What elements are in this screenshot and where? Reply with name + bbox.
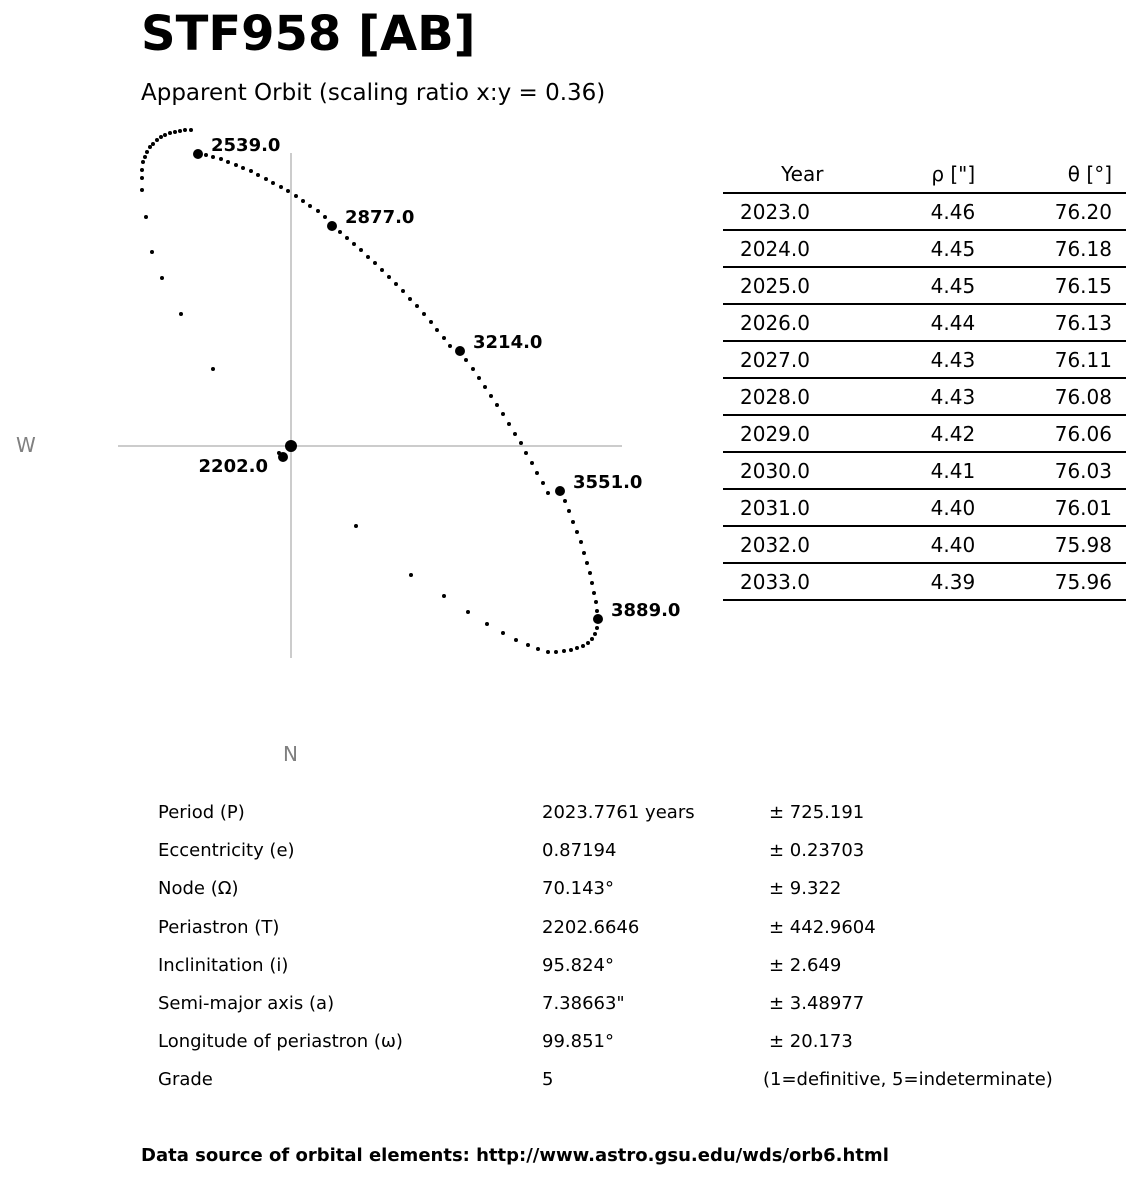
orbit-point: [464, 358, 468, 362]
header-theta: θ [°]: [997, 155, 1126, 193]
chart-title: STF958 [AB]: [141, 6, 476, 62]
orbit-point: [145, 150, 149, 154]
orbit-point: [387, 275, 391, 279]
orbit-point: [535, 471, 539, 475]
orbit-point: [394, 282, 398, 286]
orbit-point: [588, 571, 592, 575]
west-axis-label: W: [16, 433, 36, 457]
orbit-point: [582, 551, 586, 555]
orbit-point: [256, 173, 260, 177]
cell-rho: 4.43: [876, 341, 998, 378]
orbit-point: [140, 176, 144, 180]
element-row: [0, 878, 1141, 916]
orbit-point: [530, 461, 534, 465]
cell-theta: 76.08: [997, 378, 1126, 415]
element-error: ± 0.23703: [769, 840, 865, 862]
element-row: [0, 840, 1141, 878]
orbit-point: [366, 255, 370, 259]
cell-rho: 4.44: [876, 304, 998, 341]
element-name: Longitude of periastron (ω): [158, 1031, 403, 1053]
cell-year: 2026.0: [723, 304, 876, 341]
element-value: 95.824°: [542, 954, 614, 976]
element-error: (1=definitive, 5=indeterminate): [763, 1069, 1053, 1091]
epoch-marker: [593, 614, 603, 624]
orbit-point: [143, 155, 147, 159]
orbit-point: [279, 185, 283, 189]
cell-theta: 76.15: [997, 267, 1126, 304]
orbit-point: [144, 215, 148, 219]
orbit-point: [563, 499, 567, 503]
cell-year: 2031.0: [723, 489, 876, 526]
orbit-plot: [0, 0, 700, 700]
element-value: 7.38663": [542, 993, 625, 1014]
table-row: [723, 526, 1126, 563]
table-row: [723, 415, 1126, 452]
element-error: ± 442.9604: [769, 916, 876, 938]
orbit-point: [308, 204, 312, 208]
orbit-point: [519, 441, 523, 445]
orbit-point: [554, 650, 558, 654]
epoch-marker: [555, 486, 565, 496]
orbit-point: [226, 160, 230, 164]
orbit-point: [155, 138, 159, 142]
orbit-point: [501, 412, 505, 416]
cell-year: 2029.0: [723, 415, 876, 452]
cell-year: 2033.0: [723, 563, 876, 600]
orbit-point: [163, 133, 167, 137]
table-row: [723, 304, 1126, 341]
element-row: [0, 917, 1141, 955]
orbit-point: [483, 385, 487, 389]
element-value: 70.143°: [542, 878, 614, 900]
element-error: ± 725.191: [769, 802, 865, 823]
orbit-point: [401, 289, 405, 293]
orbit-point: [567, 509, 571, 513]
orbit-point: [241, 166, 245, 170]
orbit-point: [286, 189, 290, 193]
orbit-point: [575, 646, 579, 650]
cell-year: 2028.0: [723, 378, 876, 415]
cell-rho: 4.45: [876, 230, 998, 267]
orbit-point: [593, 632, 597, 636]
orbit-point: [594, 600, 598, 604]
table-row: [723, 489, 1126, 526]
cell-rho: 4.46: [876, 193, 998, 230]
orbit-point: [264, 177, 268, 181]
data-source-note: Data source of orbital elements: http://www.astro.gsu.edu/wds/orb6.html: [141, 1145, 889, 1166]
orbit-point: [442, 594, 446, 598]
epoch-label: 3551.0: [573, 472, 643, 493]
element-value: 5: [542, 1069, 554, 1091]
orbit-point: [338, 230, 342, 234]
element-row: [0, 802, 1141, 840]
cell-rho: 4.45: [876, 267, 998, 304]
orbit-point: [590, 581, 594, 585]
orbit-point: [380, 268, 384, 272]
orbit-point: [586, 641, 590, 645]
element-name: Grade: [158, 1069, 213, 1091]
orbit-point: [448, 344, 452, 348]
cell-year: 2030.0: [723, 452, 876, 489]
orbit-point: [575, 530, 579, 534]
element-error: ± 2.649: [769, 954, 842, 976]
orbit-point: [581, 644, 585, 648]
orbit-point: [373, 261, 377, 265]
header-rho: ρ ["]: [876, 155, 998, 193]
orbit-point: [140, 168, 144, 172]
orbit-point: [140, 188, 144, 192]
orbit-point: [526, 643, 530, 647]
orbit-point: [429, 320, 433, 324]
orbit-point: [352, 242, 356, 246]
table-row: [723, 452, 1126, 489]
orbit-point: [301, 199, 305, 203]
orbit-point: [495, 403, 499, 407]
orbit-point: [501, 631, 505, 635]
orbit-point: [435, 328, 439, 332]
orbit-point: [179, 312, 183, 316]
orbit-point: [546, 650, 550, 654]
element-error: ± 9.322: [769, 878, 842, 900]
orbit-point: [249, 169, 253, 173]
orbit-point: [141, 160, 145, 164]
orbit-point: [595, 609, 599, 613]
element-row: [0, 1031, 1141, 1069]
orbit-point: [159, 135, 163, 139]
orbit-point: [271, 181, 275, 185]
ephemeris-table: [723, 155, 1126, 601]
cell-year: 2024.0: [723, 230, 876, 267]
epoch-label: 2877.0: [345, 207, 415, 228]
cell-rho: 4.40: [876, 489, 998, 526]
orbit-point: [151, 142, 155, 146]
orbit-point: [442, 336, 446, 340]
orbit-point: [204, 153, 208, 157]
cell-theta: 75.96: [997, 563, 1126, 600]
orbit-point: [507, 422, 511, 426]
orbit-point: [178, 129, 182, 133]
orbit-point: [541, 481, 545, 485]
orbit-point: [160, 276, 164, 280]
element-value: 2023.7761 years: [542, 802, 695, 823]
orbit-point: [562, 649, 566, 653]
table-row: [723, 378, 1126, 415]
epoch-label: 2539.0: [211, 135, 281, 156]
orbit-point: [409, 573, 413, 577]
element-value: 0.87194: [542, 840, 617, 862]
orbit-point: [316, 209, 320, 213]
element-name: Node (Ω): [158, 878, 239, 900]
orbit-point: [422, 312, 426, 316]
epoch-label: 3214.0: [473, 332, 543, 353]
orbit-point: [294, 194, 298, 198]
orbit-point: [524, 451, 528, 455]
epoch-marker: [193, 149, 203, 159]
cell-rho: 4.41: [876, 452, 998, 489]
cell-theta: 76.11: [997, 341, 1126, 378]
header-year: Year: [723, 155, 876, 193]
orbit-point: [513, 432, 517, 436]
orbit-point: [354, 524, 358, 528]
cell-rho: 4.43: [876, 378, 998, 415]
cell-rho: 4.40: [876, 526, 998, 563]
table-row: [723, 230, 1126, 267]
epoch-label: 3889.0: [611, 600, 681, 621]
element-value: 99.851°: [542, 1031, 614, 1053]
orbit-point: [466, 610, 470, 614]
primary-star: [285, 440, 297, 452]
orbit-point: [477, 376, 481, 380]
orbit-point: [168, 131, 172, 135]
table-row: [723, 267, 1126, 304]
element-row: [0, 993, 1141, 1031]
element-name: Eccentricity (e): [158, 840, 295, 862]
element-name: Semi-major axis (a): [158, 993, 335, 1014]
element-name: Inclinitation (i): [158, 954, 289, 976]
epoch-marker: [455, 346, 465, 356]
orbit-point: [514, 638, 518, 642]
orbit-point: [585, 561, 589, 565]
table-row: [723, 193, 1126, 230]
orbit-point: [173, 130, 177, 134]
cell-year: 2025.0: [723, 267, 876, 304]
cell-theta: 76.18: [997, 230, 1126, 267]
cell-year: 2027.0: [723, 341, 876, 378]
orbit-point: [569, 648, 573, 652]
cell-theta: 76.13: [997, 304, 1126, 341]
orbit-point: [189, 128, 193, 132]
orbit-point: [211, 367, 215, 371]
orbit-point: [471, 367, 475, 371]
table-row: [723, 341, 1126, 378]
cell-theta: 76.20: [997, 193, 1126, 230]
orbit-point: [485, 622, 489, 626]
orbit-point: [595, 626, 599, 630]
cell-year: 2032.0: [723, 526, 876, 563]
orbit-point: [359, 248, 363, 252]
north-axis-label: N: [283, 742, 298, 766]
epoch-label: 2202.0: [198, 456, 268, 477]
cell-theta: 75.98: [997, 526, 1126, 563]
cell-year: 2023.0: [723, 193, 876, 230]
orbit-point: [546, 491, 550, 495]
orbit-point: [408, 297, 412, 301]
epoch-marker: [327, 221, 337, 231]
element-error: ± 20.173: [769, 1031, 853, 1053]
element-row: [0, 1069, 1141, 1107]
orbit-point: [489, 394, 493, 398]
orbit-point: [592, 591, 596, 595]
orbit-point: [323, 215, 327, 219]
orbit-point: [183, 128, 187, 132]
orbit-point: [571, 520, 575, 524]
orbit-point: [579, 540, 583, 544]
orbit-point: [415, 304, 419, 308]
epoch-marker: [278, 452, 288, 462]
chart-subtitle: Apparent Orbit (scaling ratio x:y = 0.36): [141, 80, 606, 106]
orbit-point: [150, 250, 154, 254]
orbit-point: [219, 157, 223, 161]
cell-theta: 76.01: [997, 489, 1126, 526]
orbit-point: [536, 647, 540, 651]
cell-rho: 4.39: [876, 563, 998, 600]
element-value: 2202.6646: [542, 916, 640, 938]
cell-theta: 76.06: [997, 415, 1126, 452]
orbit-point: [148, 145, 152, 149]
cell-theta: 76.03: [997, 452, 1126, 489]
element-row: [0, 955, 1141, 993]
element-name: Periastron (T): [158, 916, 280, 938]
orbit-point: [345, 236, 349, 240]
element-name: Period (P): [158, 802, 245, 823]
table-row: [723, 563, 1126, 600]
orbit-point: [590, 637, 594, 641]
table-header-row: [723, 155, 1126, 193]
element-error: ± 3.48977: [769, 993, 865, 1014]
orbit-point: [234, 163, 238, 167]
cell-rho: 4.42: [876, 415, 998, 452]
